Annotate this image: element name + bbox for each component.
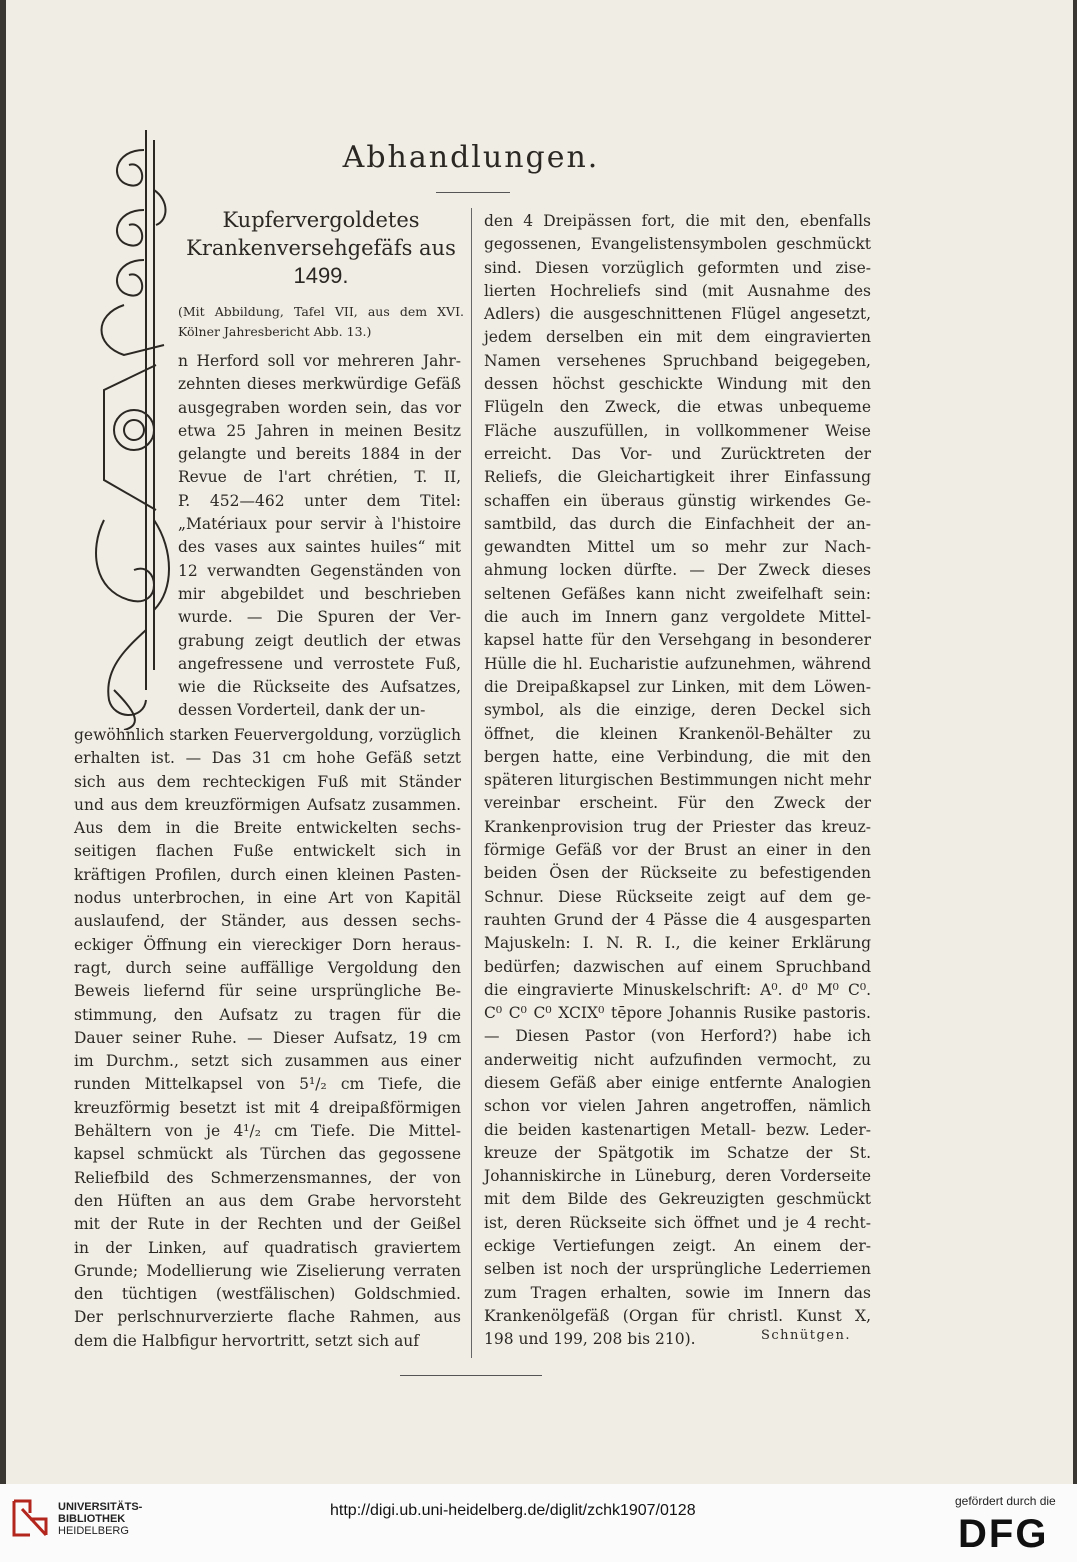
text-line: Namen versehenes Spruchband beigegeben,: [484, 351, 871, 370]
text-line: eckige Vertiefungen zeigt. An einem der-: [484, 1237, 871, 1256]
text-line: Adlers) die ausgeschnittenen Flügel angesetzt,: [484, 305, 871, 324]
author-signature: Schnütgen.: [760, 1328, 851, 1344]
text-line: bedürfen; dazwischen auf einem Spruchband: [484, 957, 871, 976]
text-line: P. 452—462 unter dem Titel:: [178, 491, 461, 510]
text-line: kapsel hatte für den Versehgang in besonderer: [484, 631, 871, 650]
text-line: wie die Rückseite des Aufsatzes,: [178, 678, 461, 697]
text-line: samtbild, das durch die Einfachheit der an-: [484, 514, 871, 533]
text-line: zum Tragen erhalten, sowie im Innern das: [484, 1283, 871, 1302]
text-line: nodus unterbrochen, in eine Art von Kapitäl: [74, 889, 461, 908]
text-line: Reliefbild des Schmerzensmannes, der von: [74, 1168, 461, 1187]
text-line: Beweis liefernd für seine ursprüngliche Be-: [74, 982, 461, 1001]
text-line: Fläche auszufüllen, in vollkommener Weise: [484, 421, 871, 440]
page-edge-right: [1073, 0, 1077, 1484]
ornamental-initial-icon: [84, 130, 174, 730]
article-title: [180, 206, 462, 290]
text-line: 12 verwandten Gegenständen von: [178, 561, 461, 580]
text-line: seitigen flachen Fuße entwickelt sich in: [74, 842, 461, 861]
title-rule: [436, 192, 510, 193]
text-line: späteren liturgischen Bestimmungen nicht mehr: [484, 771, 871, 790]
text-line: eckiger Öffnung ein viereckiger Dorn heraus-: [74, 935, 461, 954]
left-column-bottom: [74, 724, 461, 1353]
text-line: Dauer seiner Ruhe. — Dieser Aufsatz, 19 cm: [74, 1028, 461, 1047]
permalink-url[interactable]: http://digi.ub.uni-heidelberg.de/diglit/zchk1907/0128: [330, 1502, 696, 1519]
text-line: den 4 Dreipässen fort, die mit den, ebenfalls: [484, 212, 871, 230]
library-name: [58, 1501, 142, 1537]
text-line: angefressene und verrostete Fuß,: [178, 654, 461, 673]
text-line: ausgegraben worden sein, das vor: [178, 398, 461, 417]
text-line: Hülle die hl. Eucharistie aufzunehmen, während: [484, 654, 871, 673]
text-line: die eingravierte Minuskelschrift: A⁰. d⁰ M⁰ C⁰.: [484, 980, 871, 999]
text-line: Reliefs, die Gleichartigkeit ihrer Einfassung: [484, 468, 871, 487]
text-line: wurde. — Die Spuren der Ver-: [178, 608, 461, 627]
text-line: dem die Halbfigur hervortritt, setzt sich auf: [74, 1331, 420, 1350]
text-line: erhalten ist. — Das 31 cm hohe Gefäß setzt: [74, 749, 461, 768]
text-line: ragt, durch seine auffällige Vergoldung den: [74, 958, 461, 977]
text-line: und aus dem kreuzförmigen Aufsatz zusammen.: [74, 795, 461, 814]
text-line: ahmung locken dürfte. — Der Zweck dieses: [484, 561, 871, 580]
text-line: seltenen Gefäßes kann nicht zweifelhaft sein:: [484, 584, 871, 603]
text-line: bergen hatte, eine Verbindung, die mit den: [484, 747, 871, 766]
text-line: gewöhnlich starken Feuervergoldung, vorzüglich: [74, 726, 461, 744]
text-line: „Matériaux pour servir à l'histoire: [178, 515, 461, 534]
text-line: anderweitig nicht aufzufinden vermocht, zu: [484, 1050, 871, 1069]
text-line: Revue de l'art chrétien, T. II,: [178, 468, 461, 487]
text-line: Krankenprovision trug der Priester das kreuz-: [484, 817, 871, 836]
text-line: jedem derselben ein mit dem eingravierten: [484, 328, 871, 347]
text-line: gelangte und bereits 1884 in der: [178, 445, 461, 464]
column-divider: [471, 208, 472, 1358]
viewer-footer: [0, 1484, 1077, 1562]
text-line: stimmung, den Aufsatz zu tragen für die: [74, 1005, 461, 1024]
text-line: den tüchtigen (westfälischen) Goldschmied.: [74, 1285, 461, 1304]
text-line: beiden Ösen der Rückseite zu befestigenden: [484, 864, 871, 883]
text-line: etwa 25 Jahren in meinen Besitz: [178, 421, 461, 440]
text-line: schaffen ein überaus günstig wirkendes Ge-: [484, 491, 871, 510]
text-line: dessen höchst geschickte Windung mit den: [484, 375, 871, 394]
text-line: vereinbar erscheint. Für den Zweck der: [484, 794, 871, 813]
text-line: Behältern von je 4¹/₂ cm Tiefe. Die Mittel-: [74, 1122, 461, 1141]
text-line: dessen Vorderteil, dank der un-: [178, 701, 426, 720]
text-line: symbol, als die einzige, deren Deckel sich: [484, 701, 871, 720]
article-reference: (Mit Abbildung, Tafel VII, aus dem XVI. Kölner Jahresbericht Abb. 13.): [178, 304, 464, 339]
section-title: Abhandlungen.: [342, 140, 600, 175]
text-line: schon vor vielen Jahren angetroffen, nämlich: [484, 1097, 871, 1116]
text-line: C⁰ C⁰ C⁰ XCIX⁰ tēpore Johannis Rusike pastoris.: [484, 1004, 871, 1023]
text-line: kapsel schmückt als Türchen das gegossene: [74, 1145, 461, 1164]
text-line: lierten Hochreliefs sind (mit Ausnahme des: [484, 281, 871, 300]
text-line: des vases aux saintes huiles“ mit: [178, 538, 461, 557]
library-name-line2: BIBLIOTHEK: [58, 1513, 126, 1525]
text-line: Majuskeln: I. N. R. I., die keiner Erklärung: [484, 934, 871, 953]
text-line: grabung zeigt deutlich der etwas: [178, 631, 461, 650]
text-line: Grunde; Modellierung wie Ziselierung verraten: [74, 1261, 461, 1280]
text-line: Schnur. Diese Rückseite zeigt auf dem ge-: [484, 887, 871, 906]
dfg-logo: DFG: [958, 1512, 1049, 1556]
text-line: 198 und 199, 208 bis 210).: [484, 1330, 696, 1349]
text-line: selben ist noch der ursprüngliche Lederriemen: [484, 1260, 871, 1279]
university-library-logo-icon: [10, 1495, 52, 1541]
text-line: runden Mittelkapsel von 5¹/₂ cm Tiefe, die: [74, 1075, 461, 1094]
text-line: den Hüften an aus dem Grabe hervorsteht: [74, 1191, 461, 1210]
text-line: Flügeln den Zweck, die etwas unbequeme: [484, 398, 871, 417]
text-line: Krankenölgefäß (Organ für christl. Kunst X,: [484, 1306, 871, 1325]
text-line: kreuze der Spätgotik im Schatze der St.: [484, 1143, 871, 1162]
funding-note: gefördert durch die: [955, 1494, 1056, 1508]
article-title-year: 1499.: [293, 263, 349, 288]
text-line: die beiden kastenartigen Metall- bezw. Leder-: [484, 1120, 871, 1139]
text-line: kräftigen Profilen, durch einen kleinen Pasten-: [74, 865, 461, 884]
end-rule: [400, 1375, 542, 1376]
text-line: Aus dem in die Breite entwickelten sechs-: [74, 819, 461, 838]
text-line: — Diesen Pastor (von Herford?) habe ich: [484, 1027, 871, 1046]
text-line: sich aus dem rechteckigen Fuß mit Ständer: [74, 772, 461, 791]
text-line: zehnten dieses merkwürdige Gefäß: [178, 375, 461, 394]
text-line: Johanniskirche in Lüneburg, deren Vorderseite: [484, 1167, 871, 1186]
text-line: kreuzförmig besetzt ist mit 4 dreipaßförmigen: [74, 1098, 461, 1117]
library-name-line1: UNIVERSITÄTS-: [58, 1501, 143, 1513]
page-edge-left: [0, 0, 6, 1484]
text-line: mit der Rute in der Rechten und der Geißel: [74, 1215, 461, 1234]
right-column: [484, 210, 871, 1352]
text-line: n Herford soll vor mehreren Jahr-: [178, 352, 461, 370]
text-line: die Dreipaßkapsel zur Linken, mit dem Löwen-: [484, 677, 871, 696]
article-title-line1: Kupfervergoldetes: [222, 208, 420, 232]
text-line: gewandten Mittel um so mehr zur Nach-: [484, 538, 871, 557]
text-line: mir abgebildet und beschrieben: [178, 584, 461, 603]
text-line: die auch im Innern ganz vergoldete Mittel-: [484, 608, 871, 627]
text-line: im Durchm., setzt sich zusammen aus einer: [74, 1052, 461, 1071]
text-line: auslaufend, der Ständer, aus dessen sechs-: [74, 912, 461, 931]
text-line: in der Linken, auf quadratisch graviertem: [74, 1238, 461, 1257]
text-line: ist, deren Rückseite sich öffnet und je 4 recht-: [484, 1213, 871, 1232]
text-line: gegossenen, Evangelistensymbolen geschmückt: [484, 235, 871, 254]
text-line: sind. Diesen vorzüglich geformten und zise-: [484, 258, 871, 277]
text-line: mit dem Bilde des Gekreuzigten geschmückt: [484, 1190, 871, 1209]
article-title-line2: Krankenversehgefäfs aus: [186, 236, 456, 260]
text-line: rauhten Grund der 4 Pässe die 4 ausgesparten: [484, 910, 871, 929]
left-column-top: [178, 350, 461, 723]
text-line: förmige Gefäß vor der Brust an einer in den: [484, 841, 871, 860]
text-line: erreicht. Das Vor- und Zurücktreten der: [484, 444, 871, 463]
library-name-line3: HEIDELBERG: [58, 1525, 129, 1537]
text-line: diesem Gefäß aber einige entfernte Analogien: [484, 1073, 871, 1092]
text-line: öffnet, die kleinen Krankenöl-Behälter zu: [484, 724, 871, 743]
text-line: Der perlschnurverzierte flache Rahmen, aus: [74, 1308, 461, 1327]
